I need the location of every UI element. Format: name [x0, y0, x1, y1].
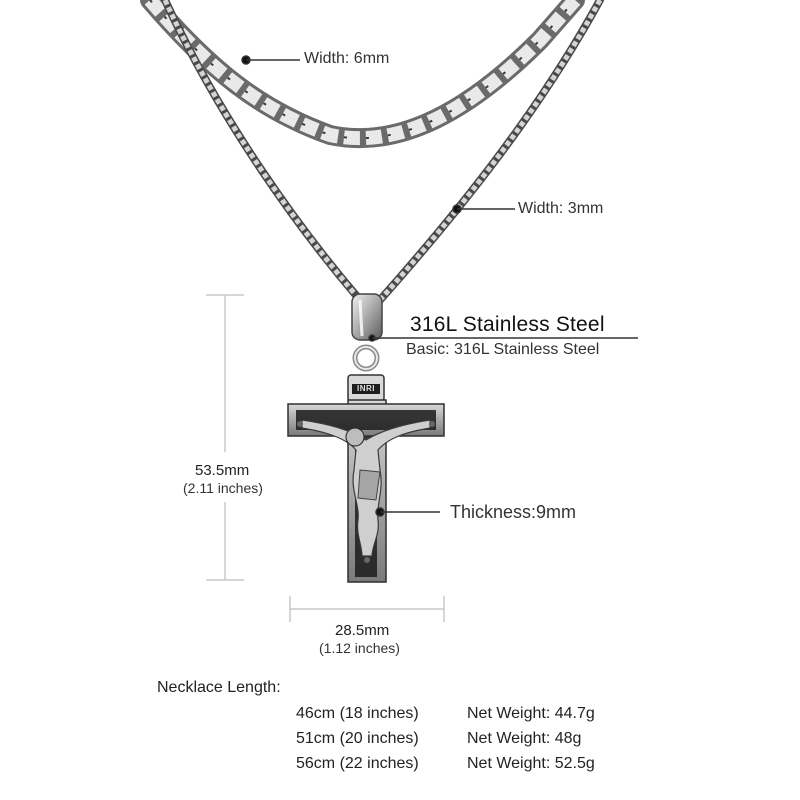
- pendant-bail: [352, 294, 382, 369]
- curb-chain-width-label: Width: 6mm: [304, 50, 390, 67]
- length-option: 51cm (20 inches): [296, 730, 419, 747]
- pendant-inscription: INRI: [357, 384, 375, 393]
- net-weight: Net Weight: 44.7g: [467, 705, 595, 722]
- height-mm-label: 53.5mm: [195, 462, 250, 479]
- thickness-label: Thickness:9mm: [450, 502, 577, 522]
- width-inches-label: (1.12 inches): [319, 640, 400, 656]
- length-option: 46cm (18 inches): [296, 705, 419, 722]
- length-option: 56cm (22 inches): [296, 755, 419, 772]
- net-weight: Net Weight: 48g: [467, 730, 582, 747]
- necklace-length-heading: Necklace Length:: [157, 679, 281, 696]
- net-weight: Net Weight: 52.5g: [467, 755, 595, 772]
- material-subtitle: Basic: 316L Stainless Steel: [406, 341, 600, 358]
- width-mm-label: 28.5mm: [335, 622, 390, 639]
- material-title: 316L Stainless Steel: [410, 313, 605, 336]
- wheat-chain-width-label: Width: 3mm: [518, 200, 604, 217]
- crucifix-pendant: [288, 375, 444, 582]
- curb-chain: [150, 0, 575, 138]
- height-inches-label: (2.11 inches): [183, 480, 263, 496]
